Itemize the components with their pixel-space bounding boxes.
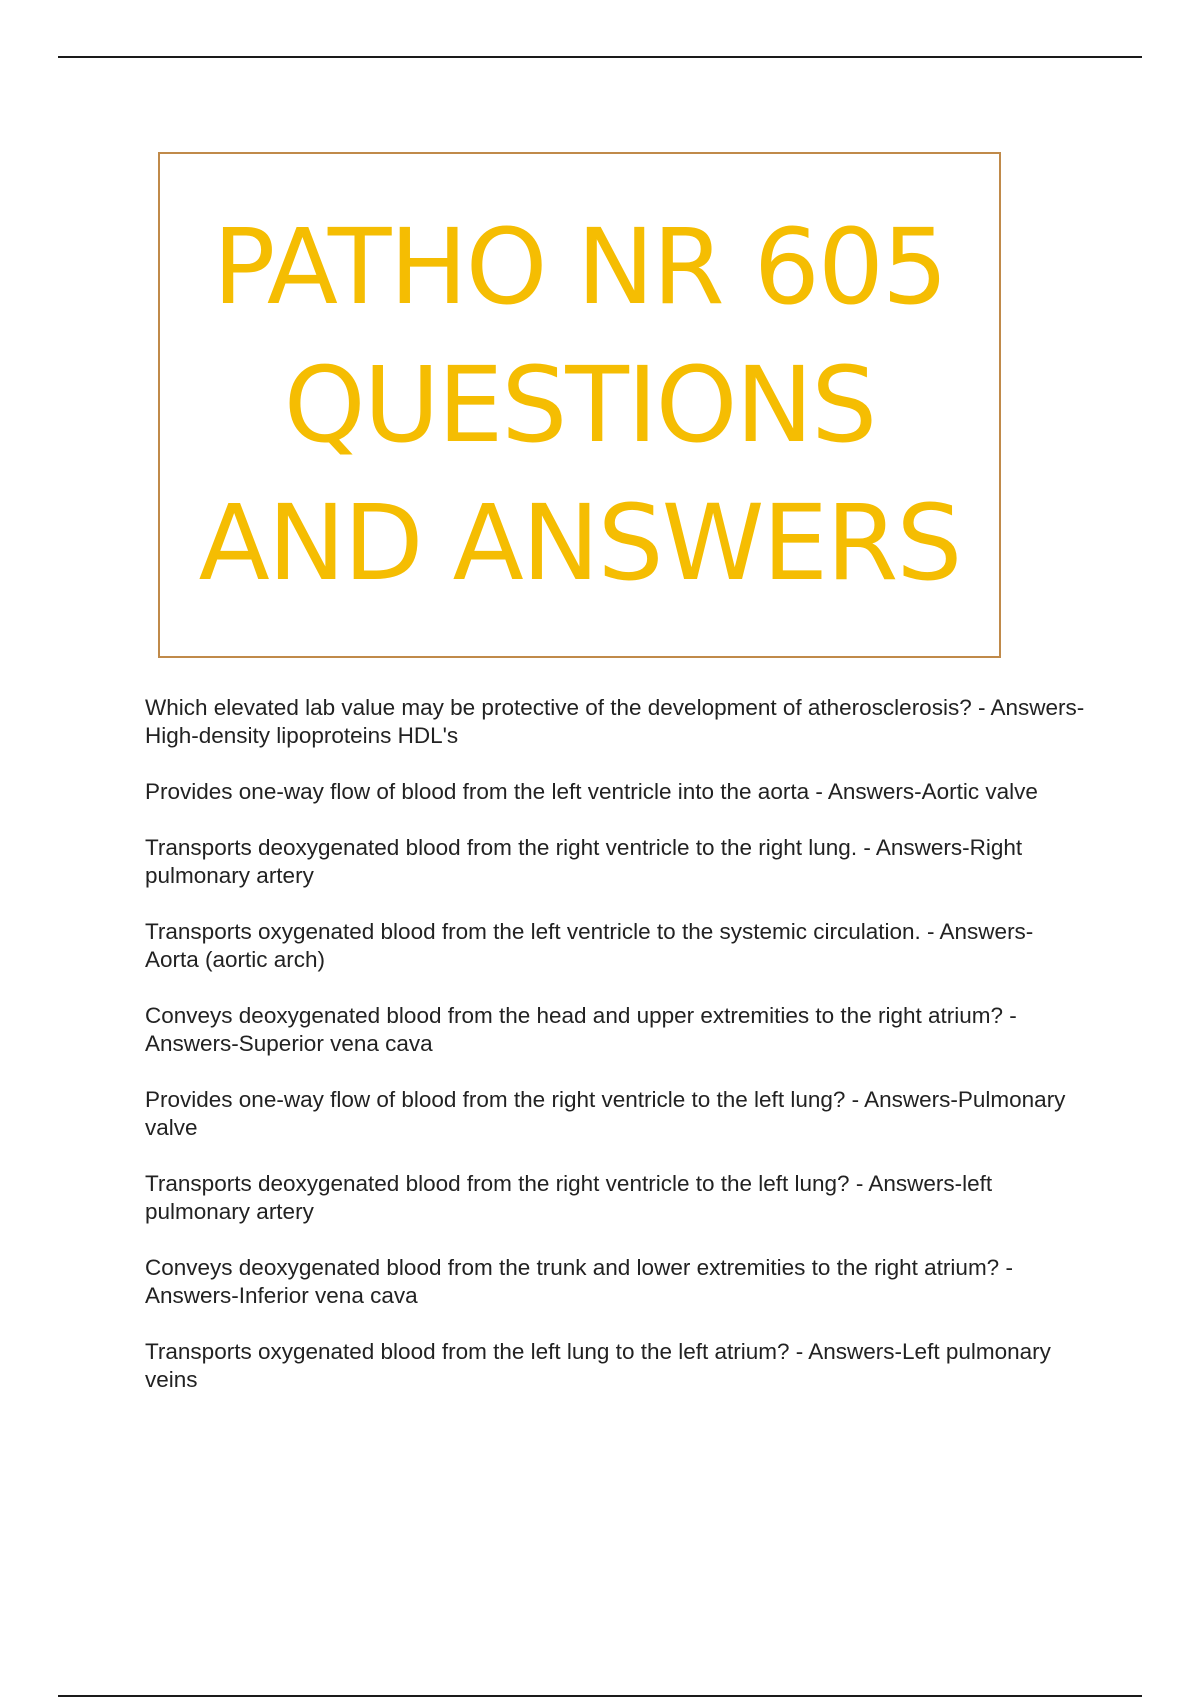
title-line-1: PATHO NR 605 (212, 206, 947, 328)
qa-item: Provides one-way flow of blood from the left ventricle into the aorta - Answers-Aortic valve (145, 779, 1038, 804)
qa-item: Transports oxygenated blood from the left lung to the left atrium? - Answers-Left pulmonary veins (145, 1339, 1051, 1392)
qa-list (145, 694, 1085, 1422)
qa-item: Transports oxygenated blood from the left ventricle to the systemic circulation. - Answers-Aorta (aortic arch) (145, 919, 1034, 972)
title-line-3: AND ANSWERS (198, 482, 961, 604)
qa-item: Provides one-way flow of blood from the right ventricle to the left lung? - Answers-Pulmonary valve (145, 1087, 1066, 1140)
qa-item: Transports deoxygenated blood from the right ventricle to the left lung? - Answers-left pulmonary artery (145, 1171, 993, 1224)
title-line-2: QUESTIONS (283, 344, 876, 466)
qa-item: Which elevated lab value may be protective of the development of atherosclerosis? - Answers-High-density lipoproteins HDL's (145, 695, 1085, 748)
qa-item: Transports deoxygenated blood from the right ventricle to the right lung. - Answers-Right pulmonary artery (145, 835, 1023, 888)
header-rule (58, 56, 1142, 58)
title-banner (158, 152, 1001, 658)
footer-rule (58, 1695, 1142, 1697)
qa-item: Conveys deoxygenated blood from the head and upper extremities to the right atrium? - Answers-Superior vena cava (145, 1003, 1017, 1056)
qa-item: Conveys deoxygenated blood from the trunk and lower extremities to the right atrium? - Answers-Inferior vena cava (145, 1255, 1013, 1308)
